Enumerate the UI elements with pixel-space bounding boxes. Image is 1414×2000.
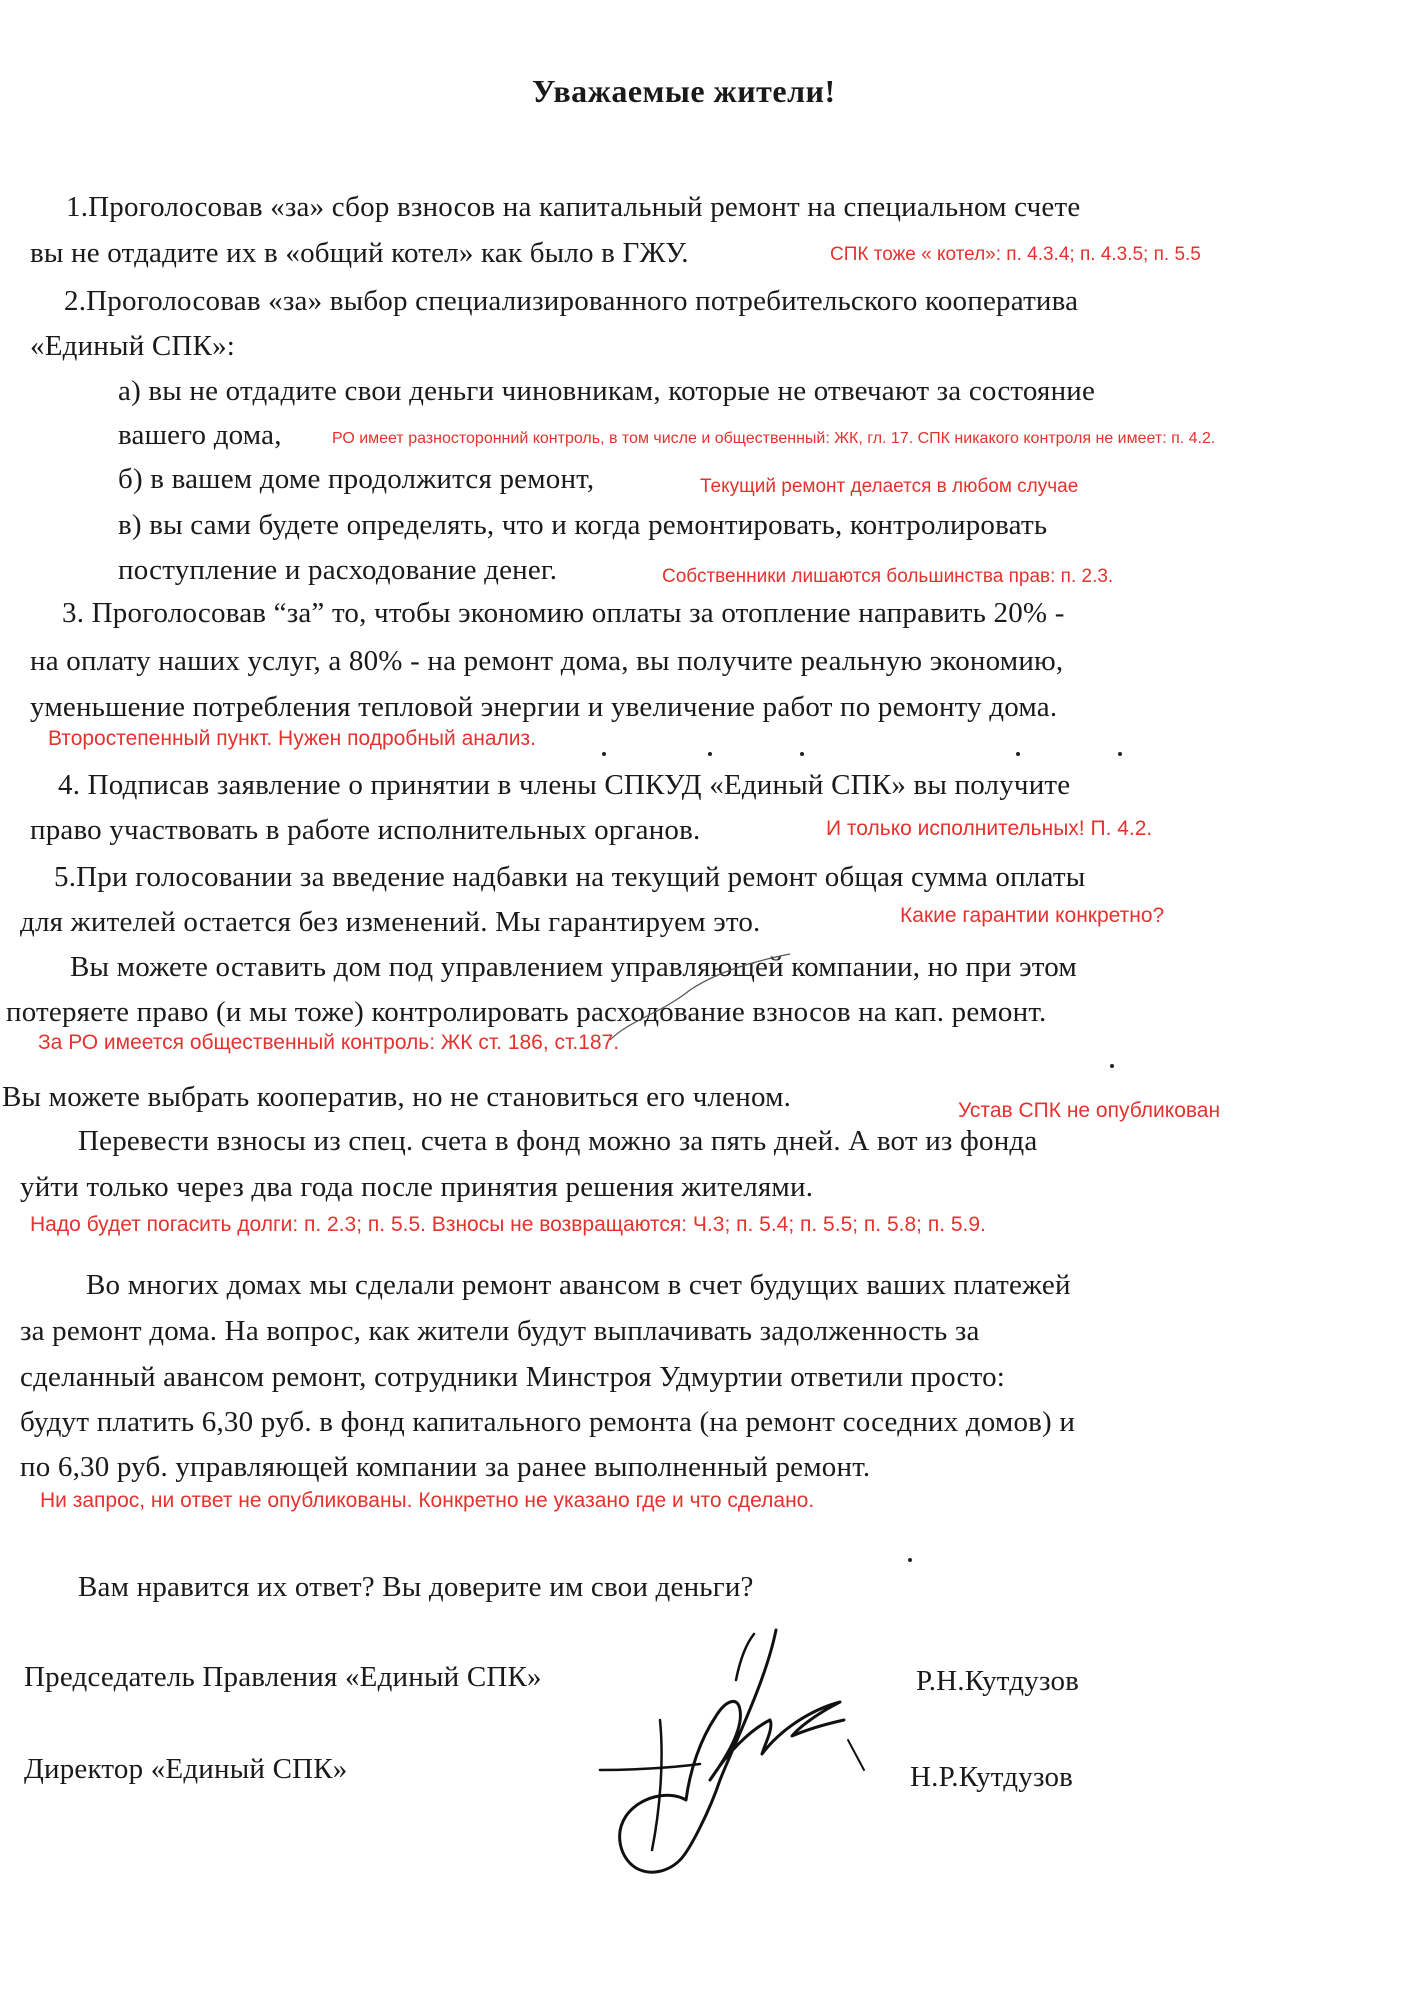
chairman-name: Р.Н.Кутдузов xyxy=(916,1665,1080,1697)
scan-speck xyxy=(1110,1064,1114,1068)
annotation-note: Текущий ремонт делается в любом случае xyxy=(700,476,1079,497)
scan-speck xyxy=(800,752,804,756)
director-title: Директор «Единый СПК» xyxy=(24,1753,348,1785)
body-line: 1.Проголосовав «за» сбор взносов на капитальный ремонт на специальном счете xyxy=(66,191,1081,223)
body-line: уменьшение потребления тепловой энергии и увеличение работ по ремонту дома. xyxy=(30,691,1058,723)
body-line: будут платить 6,30 руб. в фонд капитального ремонта (на ремонт соседних домов) и xyxy=(20,1406,1076,1438)
pen-scribble xyxy=(600,950,800,1070)
body-line: по 6,30 руб. управляющей компании за ранее выполненный ремонт. xyxy=(20,1451,871,1483)
scan-speck xyxy=(602,752,606,756)
body-line: уйти только через два года после принятия решения жителями. xyxy=(20,1171,814,1203)
annotation-note: Собственники лишаются большинства прав: п. 2.3. xyxy=(662,566,1114,587)
annotation-note: Какие гарантии конкретно? xyxy=(900,904,1165,927)
body-line: потеряете право (и мы тоже) контролировать расходование взносов на кап. ремонт. xyxy=(6,996,1047,1028)
body-line: вы не отдадите их в «общий котел» как было в ГЖУ. xyxy=(30,237,689,269)
body-line: Вы можете оставить дом под управлением управляющей компании, но при этом xyxy=(70,951,1077,983)
chairman-title: Председатель Правления «Единый СПК» xyxy=(24,1661,542,1693)
annotation-note: СПК тоже « котел»: п. 4.3.4; п. 4.3.5; п. 5.5 xyxy=(830,244,1201,265)
body-line: б) в вашем доме продолжится ремонт, xyxy=(118,463,595,495)
body-line: а) вы не отдадите свои деньги чиновникам, которые не отвечают за состояние xyxy=(118,375,1096,407)
body-line: 3. Проголосовав “за” то, чтобы экономию оплаты за отопление направить 20% - xyxy=(62,597,1065,629)
annotation-note: И только исполнительных! П. 4.2. xyxy=(826,817,1153,840)
body-line: 4. Подписав заявление о принятии в члены СПКУД «Единый СПК» вы получите xyxy=(58,769,1071,801)
scan-speck xyxy=(908,1558,912,1562)
body-line: Во многих домах мы сделали ремонт авансом в счет будущих ваших платежей xyxy=(86,1269,1071,1301)
body-line: 2.Проголосовав «за» выбор специализированного потребительского кооператива xyxy=(64,285,1079,317)
body-line: Перевести взносы из спец. счета в фонд можно за пять дней. А вот из фонда xyxy=(78,1125,1038,1157)
scan-speck xyxy=(708,752,712,756)
body-line: на оплату наших услуг, а 80% - на ремонт дома, вы получите реальную экономию, xyxy=(30,645,1064,677)
director-name: Н.Р.Кутдузов xyxy=(910,1761,1074,1793)
body-line: в) вы сами будете определять, что и когда ремонтировать, контролировать xyxy=(118,509,1048,541)
scan-margin xyxy=(1262,0,1414,2000)
body-line: для жителей остается без изменений. Мы гарантируем это. xyxy=(20,906,761,938)
letter-title: Уважаемые жители! xyxy=(532,73,836,109)
annotation-note: За РО имеется общественный контроль: ЖК ст. 186, ст.187. xyxy=(38,1031,620,1054)
annotation-note: Второстепенный пункт. Нужен подробный анализ. xyxy=(48,727,536,750)
scan-speck xyxy=(1016,752,1020,756)
body-line: «Единый СПК»: xyxy=(30,330,236,362)
body-line: Вы можете выбрать кооператив, но не становиться его членом. xyxy=(2,1081,792,1113)
annotation-note: Устав СПК не опубликован xyxy=(958,1099,1221,1122)
annotation-note: Ни запрос, ни ответ не опубликованы. Конкретно не указано где и что сделано. xyxy=(40,1489,815,1512)
body-line: за ремонт дома. На вопрос, как жители будут выплачивать задолженность за xyxy=(20,1315,980,1347)
annotation-note: Надо будет погасить долги: п. 2.3; п. 5.5. Взносы не возвращаются: Ч.3; п. 5.4; п. 5.5; п. 5.8; п. 5.9. xyxy=(30,1213,986,1236)
body-line: право участвовать в работе исполнительных органов. xyxy=(30,814,701,846)
body-line: 5.При голосовании за введение надбавки на текущий ремонт общая сумма оплаты xyxy=(54,861,1086,893)
body-line: поступление и расходование денег. xyxy=(118,554,558,586)
scan-speck xyxy=(1118,752,1122,756)
handwritten-signature xyxy=(540,1620,870,1890)
closing-question: Вам нравится их ответ? Вы доверите им свои деньги? xyxy=(78,1571,754,1603)
body-line: сделанный авансом ремонт, сотрудники Минстроя Удмуртии ответили просто: xyxy=(20,1361,1006,1393)
annotation-note: РО имеет разносторонний контроль, в том числе и общественный: ЖК, гл. 17. СПК никакого контроля не имеет: п. 4.2. xyxy=(332,430,1216,447)
body-line: вашего дома, xyxy=(118,419,282,451)
